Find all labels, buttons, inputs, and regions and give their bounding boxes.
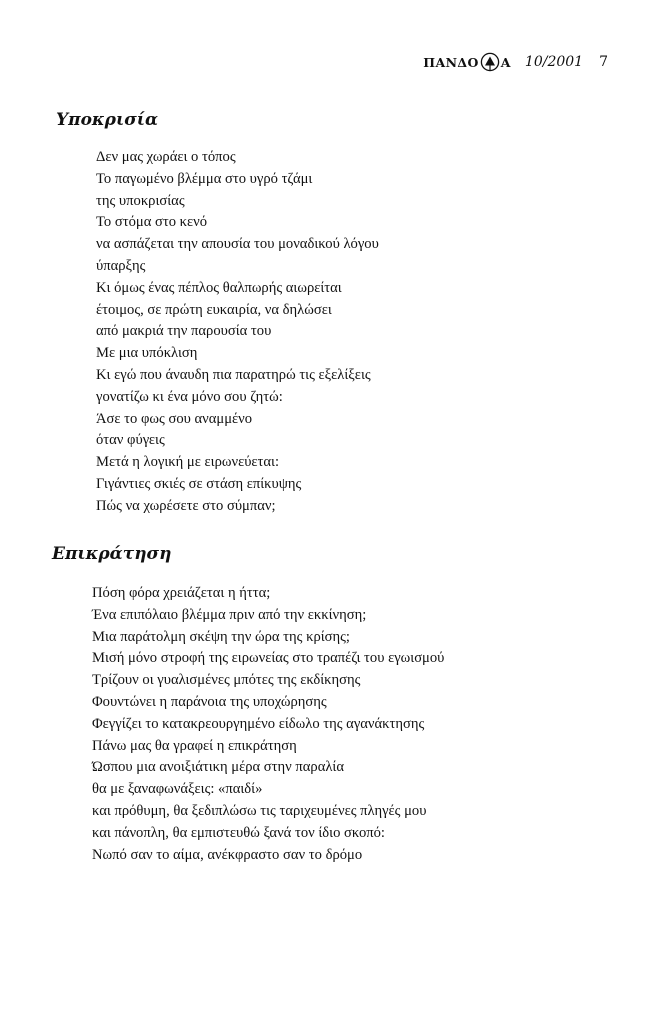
poem-line: να ασπάζεται την απουσία του μοναδικού λόγου bbox=[96, 236, 379, 253]
poem-line: Γιγάντιες σκιές σε στάση επίκυψης bbox=[96, 475, 302, 492]
poem-body bbox=[92, 583, 444, 866]
poem-line: Πώς να χωρέσετε στο σύμπαν; bbox=[96, 497, 276, 514]
poem-line: Μετά η λογική με ειρωνεύεται: bbox=[96, 454, 280, 471]
poem-line: Νωπό σαν το αίμα, ανέκφραστο σαν το δρόμο bbox=[92, 846, 363, 863]
poem-line: Μισή μόνο στροφή της ειρωνείας στο τραπέζι του εγωισμού bbox=[92, 650, 445, 667]
poem-body bbox=[96, 147, 379, 518]
poem-line: Φουντώνει η παράνοια της υποχώρησης bbox=[92, 693, 327, 710]
poem-line: θα με ξαναφωνάξεις: «παιδί» bbox=[92, 781, 263, 798]
magazine-logo bbox=[423, 52, 511, 72]
poem-line: Φεγγίζει το κατακρεουργημένο είδωλο της αγανάκτησης bbox=[92, 715, 425, 732]
poem-line: από μακριά την παρουσία του bbox=[96, 323, 272, 340]
poem-line: Δεν μας χωράει ο τόπος bbox=[96, 149, 236, 165]
poem-line: Τρίζουν οι γυαλισμένες μπότες της εκδίκησης bbox=[92, 672, 361, 689]
running-head bbox=[423, 50, 608, 74]
lamp-emblem-icon bbox=[480, 52, 500, 72]
poem-line: Πόση φόρα χρειάζεται η ήττα; bbox=[92, 585, 271, 601]
poem-line: και πρόθυμη, θα ξεδιπλώσω τις ταριχευμένες πληγές μου bbox=[92, 802, 427, 819]
page-number: 7 bbox=[599, 54, 608, 70]
logo-text-right: Α bbox=[500, 54, 511, 70]
poem-line: Ένα επιπόλαιο βλέμμα πριν από την εκκίνηση; bbox=[92, 606, 367, 623]
poem-line: Ώσπου μια ανοιξιάτικη μέρα στην παραλία bbox=[92, 759, 344, 776]
poem-line: Άσε το φως σου αναμμένο bbox=[96, 410, 253, 427]
issue-date: 10/2001 bbox=[524, 54, 584, 70]
poem-line: Πάνω μας θα γραφεί η επικράτηση bbox=[92, 737, 297, 754]
poem-line: και πάνοπλη, θα εμπιστευθώ ξανά τον ίδιο σκοπό: bbox=[92, 824, 385, 841]
logo-text-left: ΠΑΝΔΟ bbox=[423, 54, 479, 70]
poem-line: Το παγωμένο βλέμμα στο υγρό τζάμι bbox=[96, 170, 313, 187]
poem-line: ύπαρξης bbox=[96, 257, 146, 274]
poem-line: γονατίζω κι ένα μόνο σου ζητώ: bbox=[96, 388, 283, 405]
poem-line: έτοιμος, σε πρώτη ευκαιρία, να δηλώσει bbox=[96, 301, 332, 318]
poem-line: Μια παράτολμη σκέψη την ώρα της κρίσης; bbox=[92, 628, 350, 645]
poem-line: Κι όμως ένας πέπλος θαλπωρής αιωρείται bbox=[96, 279, 342, 296]
poem-line: όταν φύγεις bbox=[96, 432, 165, 449]
poem-line: της υποκρισίας bbox=[96, 192, 185, 209]
poem-line: Το στόμα στο κενό bbox=[96, 214, 208, 231]
poem-line: Κι εγώ που άναυδη πια παρατηρώ τις εξελίξεις bbox=[96, 366, 371, 383]
poem-title: Επικράτηση bbox=[52, 544, 172, 564]
poem-title: Υποκρισία bbox=[56, 110, 159, 130]
poem-line: Με μια υπόκλιση bbox=[96, 345, 198, 362]
